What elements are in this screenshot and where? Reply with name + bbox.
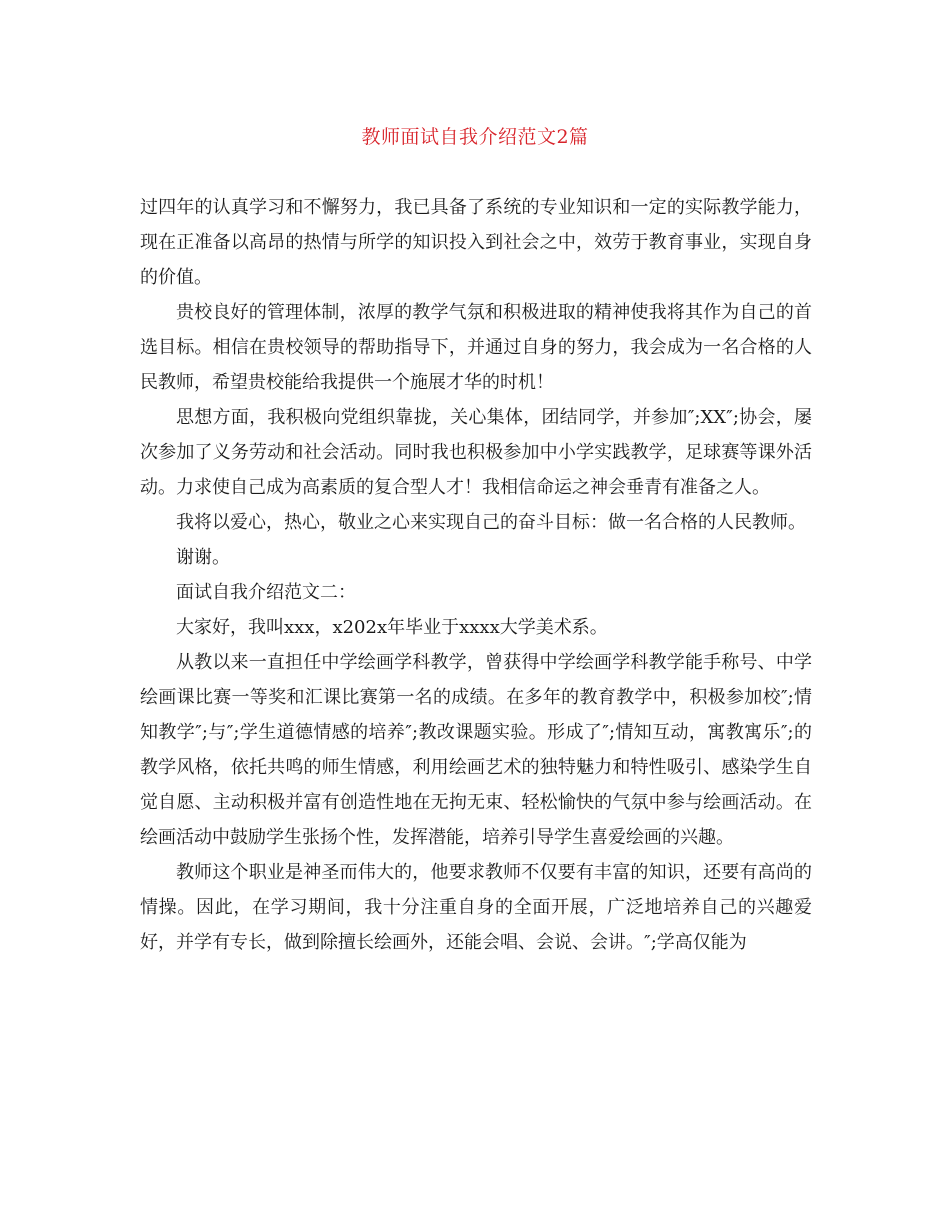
section-heading: 面试自我介绍范文二： (176, 582, 356, 603)
paragraph: 从教以来一直担任中学绘画学科教学，曾获得中学绘画学科教学能手称号、中学绘画课比赛一等奖和汇课比赛第一名的成绩。在多年的教育教学中，积极参加校″;情知教学″;与″;学生道德情感的培养″;教改课题实验。形成了″;情知互动，寓教寓乐″;的教学风格，依托共鸣的师生情感，利用绘画艺术的独特魅力和特性吸引、感染学生自觉自愿、主动积极并富有创造性地在无拘无束、轻松愉快的气氛中参与绘画活动。在绘画活动中鼓励学生张扬个性，发挥潜能，培养引导学生喜爱绘画的兴趣。 (140, 652, 812, 848)
document-body (140, 190, 812, 960)
page-title: 教师面试自我介绍范文2篇 (361, 126, 589, 148)
paragraph: 谢谢。 (176, 547, 230, 568)
paragraph: 大家好，我叫xxx，x202x年毕业于xxxx大学美术系。 (176, 617, 608, 638)
paragraph: 教师这个职业是神圣而伟大的，他要求教师不仅要有丰富的知识，还要有高尚的情操。因此，在学习期间，我十分注重自身的全面开展，广泛地培养自己的兴趣爱好，并学有专长，做到除擅长绘画外，还能会唱、会说、会讲。″;学高仅能为 (140, 862, 812, 953)
paragraph: 过四年的认真学习和不懈努力，我已具备了系统的专业知识和一定的实际教学能力，现在正准备以高昂的热情与所学的知识投入到社会之中，效劳于教育事业，实现自身的价值。 (140, 197, 812, 288)
paragraph: 贵校良好的管理体制，浓厚的教学气氛和积极进取的精神使我将其作为自己的首选目标。相信在贵校领导的帮助指导下，并通过自身的努力，我会成为一名合格的人民教师，希望贵校能给我提供一个施展才华的时机！ (140, 302, 812, 393)
paragraph: 我将以爱心，热心，敬业之心来实现自己的奋斗目标：做一名合格的人民教师。 (176, 512, 806, 533)
paragraph: 思想方面，我积极向党组织靠拢，关心集体，团结同学，并参加″;XX″;协会，屡次参加了义务劳动和社会活动。同时我也积极参加中小学实践教学，足球赛等课外活动。力求使自己成为高素质的复合型人才！我相信命运之神会垂青有准备之人。 (140, 407, 812, 498)
